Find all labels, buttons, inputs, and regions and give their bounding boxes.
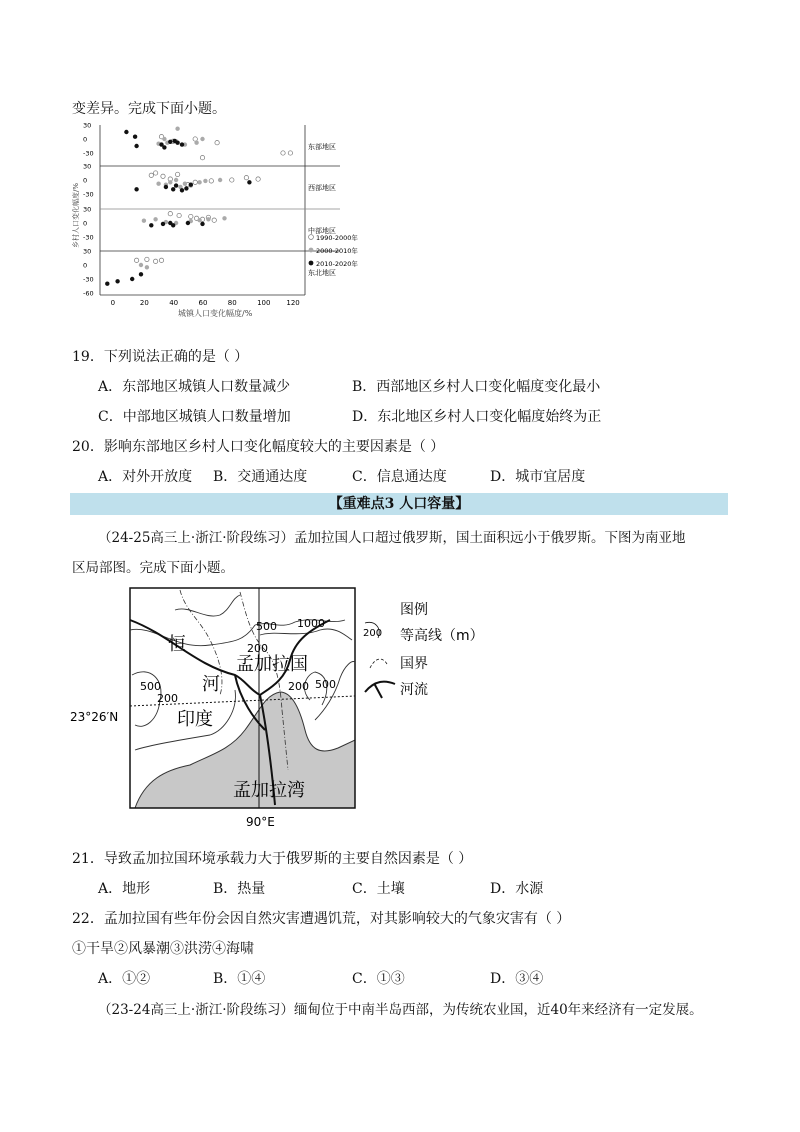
scatter-point bbox=[175, 127, 179, 131]
x-tick-label: 120 bbox=[286, 299, 300, 307]
panel-label: 东北地区 bbox=[308, 269, 336, 277]
section-title: 【重难点3 人口容量】 bbox=[70, 493, 728, 515]
scatter-point bbox=[215, 141, 219, 145]
contour-200-c: 200 bbox=[288, 680, 309, 693]
scatter-point bbox=[134, 258, 138, 262]
legend-contour-value: 200 bbox=[363, 628, 383, 639]
x-tick-label: 20 bbox=[139, 299, 149, 307]
scatter-point bbox=[168, 140, 172, 144]
contour-500-c: 500 bbox=[315, 678, 336, 691]
y-tick-label: 0 bbox=[83, 176, 88, 185]
chart-frame bbox=[100, 125, 340, 295]
q20-option-c[interactable]: C．信息通达度 bbox=[352, 469, 447, 485]
x-tick-label: 40 bbox=[169, 299, 179, 307]
scatter-point bbox=[171, 223, 175, 227]
map-legend bbox=[363, 602, 484, 698]
chart-xlabel: 城镇人口变化幅度/% bbox=[178, 309, 253, 318]
q19-option-d[interactable]: D．东北地区乡村人口变化幅度始终为正 bbox=[352, 409, 602, 425]
intro-tail: 变差异。完成下面小题。 bbox=[72, 101, 226, 117]
scatter-point bbox=[193, 180, 197, 184]
q22-options-line: ①干旱②风暴潮③洪涝④海啸 bbox=[72, 941, 254, 957]
label-india: 印度 bbox=[177, 709, 213, 730]
q22-option-b[interactable]: B．①④ bbox=[213, 971, 266, 987]
scatter-point bbox=[183, 182, 187, 186]
q19-option-b[interactable]: B．西部地区乡村人口变化幅度变化最小 bbox=[352, 379, 601, 395]
scatter-point bbox=[124, 130, 128, 134]
scatter-point bbox=[145, 265, 149, 269]
legend-label-1990: 1990-2000年 bbox=[316, 234, 358, 242]
q21-option-d[interactable]: D．水源 bbox=[490, 881, 544, 897]
lon-label: 90°E bbox=[246, 815, 275, 829]
legend-marker-1990 bbox=[309, 235, 314, 240]
legend-label-2000: 2000-2010年 bbox=[316, 247, 358, 255]
scatter-point bbox=[174, 183, 178, 187]
y-tick-label: -30 bbox=[83, 190, 94, 199]
q20-stem: 20．影响东部地区乡村人口变化幅度较大的主要因素是（ ） bbox=[72, 439, 445, 455]
scatter-point bbox=[200, 222, 204, 226]
scatter-point bbox=[149, 223, 153, 227]
y-tick-label: -30 bbox=[83, 149, 94, 158]
scatter-point bbox=[156, 182, 160, 186]
scatter-point bbox=[180, 188, 184, 192]
legend-border-symbol bbox=[370, 659, 387, 668]
scatter-point bbox=[203, 179, 207, 183]
contour-200-b: 200 bbox=[157, 692, 178, 705]
scatter-point bbox=[244, 176, 248, 180]
scatter-point bbox=[133, 135, 137, 139]
y-tick-label: 30 bbox=[83, 162, 92, 171]
passage1-line2: 区局部图。完成下面小题。 bbox=[72, 560, 234, 576]
y-tick-label: 0 bbox=[83, 135, 88, 144]
scatter-point bbox=[164, 185, 168, 189]
scatter-point bbox=[105, 282, 109, 286]
scatter-point bbox=[230, 178, 234, 182]
y-tick-label: 0 bbox=[83, 219, 88, 228]
panel-label: 西部地区 bbox=[308, 184, 336, 192]
scatter-point bbox=[139, 272, 143, 276]
population-change-chart bbox=[70, 120, 358, 325]
q19-option-a[interactable]: A．东部地区城镇人口数量减少 bbox=[98, 379, 291, 395]
scatter-point bbox=[194, 141, 198, 145]
scatter-point bbox=[168, 180, 172, 184]
scatter-point bbox=[197, 218, 201, 222]
q21-option-b[interactable]: B．热量 bbox=[213, 881, 266, 897]
scatter-point bbox=[177, 213, 181, 217]
scatter-point bbox=[134, 187, 138, 191]
legend-label-2010: 2010-2020年 bbox=[316, 260, 358, 268]
scatter-point bbox=[115, 279, 119, 283]
x-tick-label: 60 bbox=[198, 299, 208, 307]
scatter-point bbox=[288, 151, 292, 155]
scatter-point bbox=[130, 277, 134, 281]
legend-marker-2000 bbox=[309, 248, 314, 253]
contour-500-a: 500 bbox=[256, 620, 277, 633]
q22-stem: 22．孟加拉国有些年份会因自然灾害遭遇饥荒，对其影响较大的气象灾害有（ ） bbox=[72, 911, 571, 927]
q21-option-c[interactable]: C．土壤 bbox=[352, 881, 405, 897]
scatter-point bbox=[174, 178, 178, 182]
legend-marker-2010 bbox=[309, 261, 314, 266]
q22-option-a[interactable]: A．①② bbox=[98, 971, 151, 987]
lat-label: 23°26′N bbox=[70, 710, 119, 724]
y-tick-label: -30 bbox=[83, 233, 94, 242]
scatter-point bbox=[212, 218, 216, 222]
scatter-point bbox=[184, 186, 188, 190]
y-tick-label: 30 bbox=[83, 205, 92, 214]
legend-river-label: 河流 bbox=[400, 682, 428, 698]
panel-label: 中部地区 bbox=[308, 227, 336, 235]
scatter-point bbox=[168, 212, 172, 216]
y-tick-label: 30 bbox=[83, 247, 92, 256]
scatter-point bbox=[200, 156, 204, 160]
scatter-point bbox=[134, 144, 138, 148]
scatter-point bbox=[161, 222, 165, 226]
scatter-point bbox=[197, 180, 201, 184]
chart-ylabel: 乡村人口变化幅度/% bbox=[72, 182, 80, 248]
scatter-point bbox=[256, 177, 260, 181]
q22-option-d[interactable]: D．③④ bbox=[490, 971, 544, 987]
scatter-point bbox=[153, 259, 157, 263]
x-tick-label: 100 bbox=[257, 299, 271, 307]
y-tick-label: -60 bbox=[83, 289, 94, 298]
label-he: 河 bbox=[202, 674, 220, 695]
scatter-point bbox=[206, 217, 210, 221]
y-tick-label: -30 bbox=[83, 275, 94, 284]
chart-points bbox=[105, 127, 293, 286]
panel-label: 东部地区 bbox=[308, 143, 336, 151]
q19-stem: 19．下列说法正确的是（ ） bbox=[72, 349, 249, 365]
scatter-point bbox=[180, 142, 184, 146]
scatter-point bbox=[162, 145, 166, 149]
q20-option-b[interactable]: B．交通通达度 bbox=[213, 469, 308, 485]
legend-river-symbol bbox=[365, 682, 395, 698]
scatter-point bbox=[189, 214, 193, 218]
scatter-point bbox=[139, 263, 143, 267]
contour-200-a: 200 bbox=[247, 642, 268, 655]
x-tick-label: 0 bbox=[110, 299, 116, 307]
q21-option-a[interactable]: A．地形 bbox=[98, 881, 151, 897]
y-tick-label: 0 bbox=[83, 261, 88, 270]
scatter-point bbox=[153, 171, 157, 175]
q20-option-a[interactable]: A．对外开放度 bbox=[98, 469, 193, 485]
south-asia-map bbox=[60, 580, 484, 832]
passage2: （23-24高三上·浙江·阶段练习）缅甸位于中南半岛西部，为传统农业国，近40年来经济有一定发展。 bbox=[98, 1002, 703, 1018]
scatter-point bbox=[186, 221, 190, 225]
scatter-point bbox=[175, 141, 179, 145]
legend-title: 图例 bbox=[400, 602, 428, 618]
scatter-point bbox=[162, 137, 166, 141]
scatter-point bbox=[209, 179, 213, 183]
scatter-point bbox=[218, 178, 222, 182]
q22-option-c[interactable]: C．①③ bbox=[352, 971, 405, 987]
q20-option-d[interactable]: D．城市宜居度 bbox=[490, 469, 586, 485]
scatter-point bbox=[189, 183, 193, 187]
chart-panel-labels bbox=[308, 142, 336, 277]
scatter-point bbox=[149, 173, 153, 177]
chart-legend bbox=[309, 233, 359, 268]
scatter-point bbox=[142, 219, 146, 223]
scatter-point bbox=[171, 187, 175, 191]
scatter-point bbox=[161, 174, 165, 178]
contour-1000: 1000 bbox=[297, 617, 325, 630]
scatter-point bbox=[200, 137, 204, 141]
scatter-point bbox=[145, 257, 149, 261]
scatter-point bbox=[175, 172, 179, 176]
y-tick-label: 30 bbox=[83, 121, 92, 130]
q19-option-c[interactable]: C．中部地区城镇人口数量增加 bbox=[98, 409, 291, 425]
scatter-point bbox=[153, 217, 157, 221]
scatter-point bbox=[281, 151, 285, 155]
passage1-line1: （24-25高三上·浙江·阶段练习）孟加拉国人口超过俄罗斯，国土面积远小于俄罗斯。下图为南亚地 bbox=[98, 530, 686, 546]
scatter-point bbox=[222, 216, 226, 220]
scatter-point bbox=[159, 258, 163, 262]
label-heng: 恒 bbox=[168, 634, 186, 655]
label-bangladesh: 孟加拉国 bbox=[236, 654, 308, 675]
legend-border-label: 国界 bbox=[400, 656, 428, 672]
label-bay: 孟加拉湾 bbox=[233, 780, 305, 801]
x-tick-label: 80 bbox=[227, 299, 237, 307]
legend-contour-label: 等高线（m） bbox=[400, 628, 484, 644]
contour-500-b: 500 bbox=[140, 680, 161, 693]
scatter-point bbox=[247, 180, 251, 184]
q21-stem: 21．导致孟加拉国环境承载力大于俄罗斯的主要自然因素是（ ） bbox=[72, 851, 473, 867]
